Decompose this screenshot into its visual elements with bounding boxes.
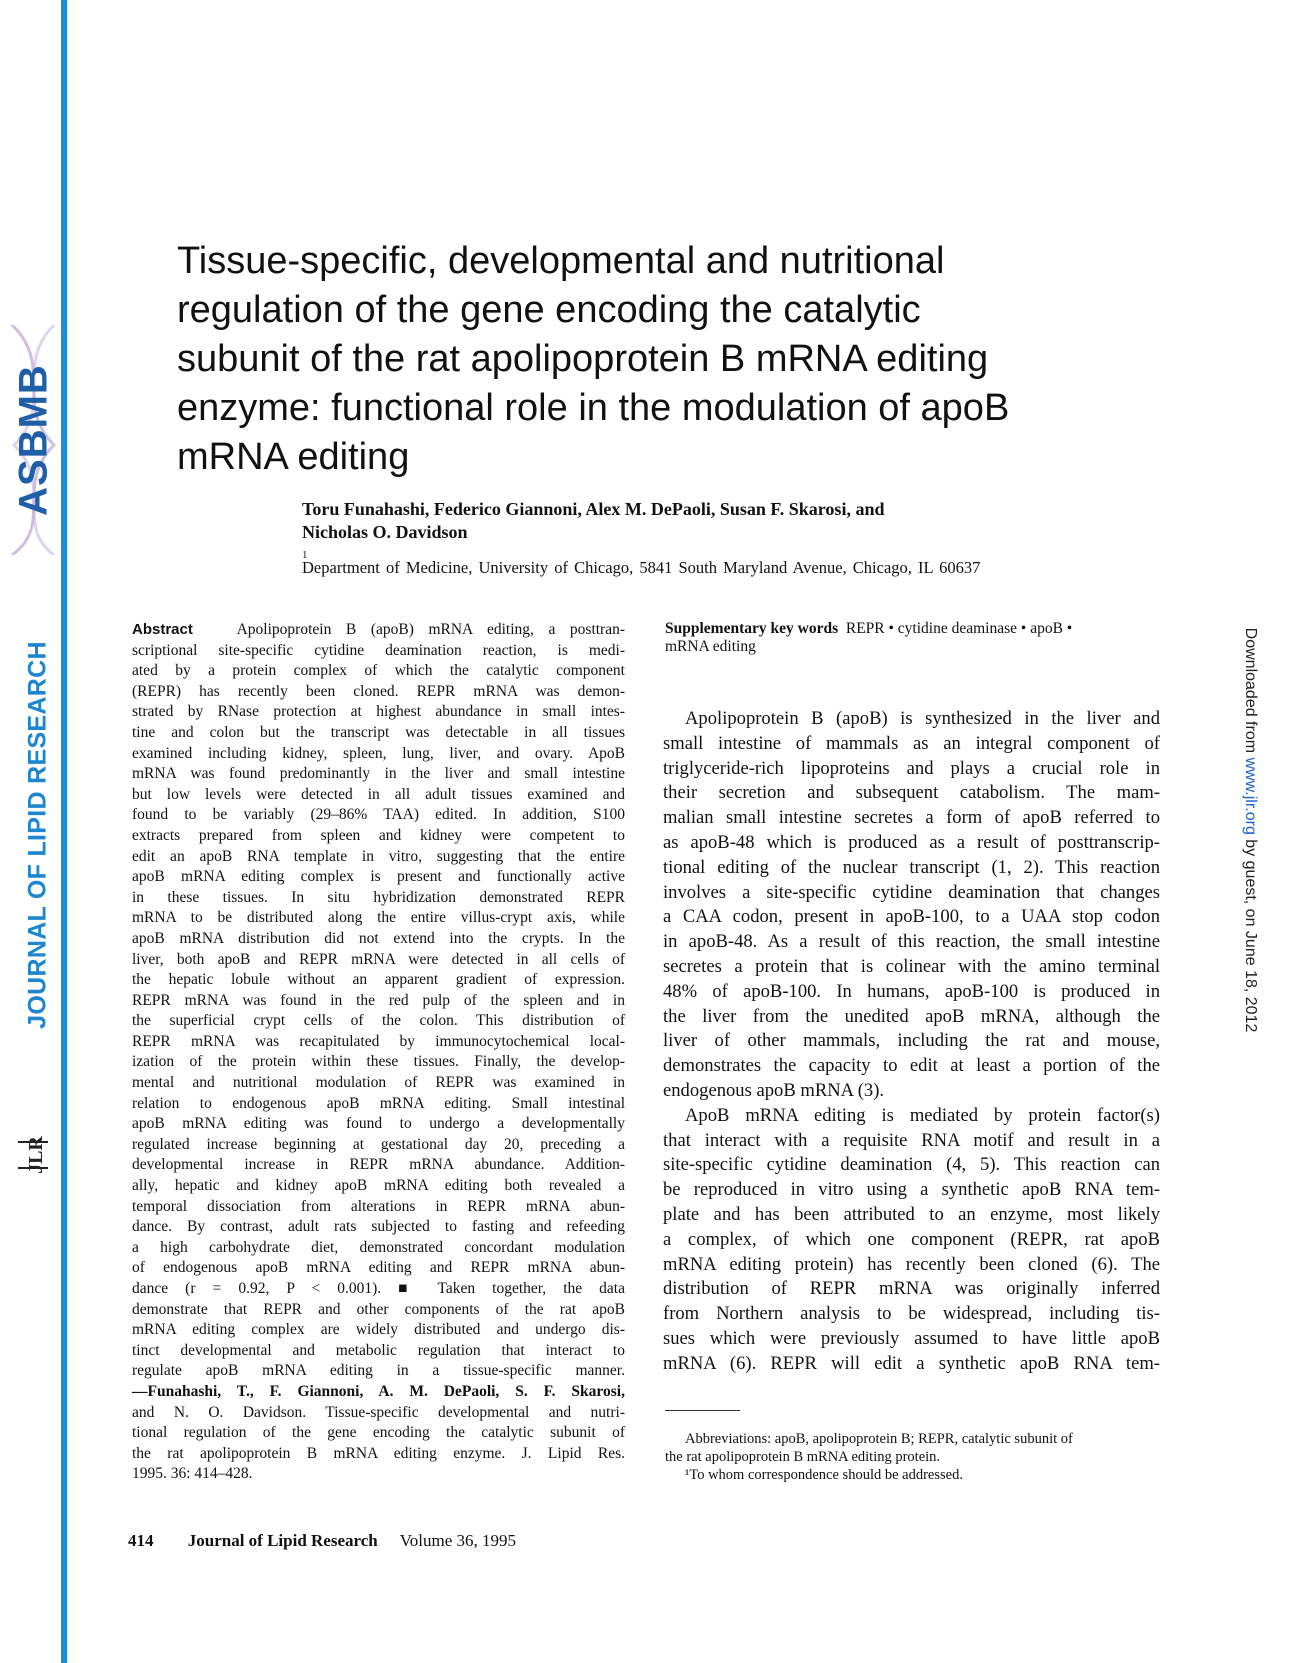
jlr-website-link[interactable]: www.jlr.org [1242, 757, 1259, 835]
abstract-line: ally, hepatic and kidney apoB mRNA editing both revealed a [132, 1177, 625, 1195]
intro-line: from Northern analysis to be widespread, including tis- [663, 1303, 1160, 1325]
abstract-line: temporal dissociation from alterations in REPR mRNA abun- [132, 1197, 625, 1215]
intro-line: secretes a protein that is colinear with the amino terminal [663, 955, 1160, 977]
intro-line: Apolipoprotein B (apoB) is synthesized in the liver and [685, 708, 1160, 729]
supplementary-keywords [665, 620, 1160, 656]
abstract-line: the rat apolipoprotein B mRNA editing enzyme. J. Lipid Res. [132, 1444, 625, 1462]
footnote-marker: 1 [302, 549, 308, 561]
sidebar-blue-rule [61, 0, 67, 1663]
intro-line: that interact with a requisite RNA motif and result in a [663, 1129, 1160, 1151]
abstract-line: extracts prepared from spleen and kidney were competent to [132, 826, 625, 844]
abstract-line: of endogenous apoB mRNA editing and REPR mRNA abun- [132, 1259, 625, 1277]
abstract-line: apoB mRNA distribution did not extend into the crypts. In the [132, 929, 625, 947]
intro-line: be reproduced in vitro using a synthetic apoB RNA tem- [663, 1179, 1160, 1201]
download-prefix: Downloaded from [1242, 627, 1259, 758]
abstract-line: ization of the protein within these tissues. Finally, the develop- [132, 1053, 625, 1071]
page-footer [128, 1531, 516, 1551]
volume-info: Volume 36, 1995 [399, 1531, 517, 1550]
abstract-line: Abstract Apolipoprotein B (apoB) mRNA editing, a posttran- [132, 621, 626, 638]
asbmb-logo [4, 325, 62, 555]
abstract-line: in these tissues. In situ hybridization demonstrated REPR [132, 888, 625, 906]
title-line: regulation of the gene encoding the catalytic [177, 289, 921, 332]
title-line: mRNA editing [177, 436, 410, 479]
abstract-line: apoB mRNA editing was found to undergo a developmentally [132, 1115, 625, 1133]
article-title [177, 237, 1137, 482]
intro-line: involves a site-specific cytidine deamination that changes [663, 881, 1160, 903]
intro-line: mRNA editing protein) has recently been cloned (6). The [663, 1253, 1160, 1275]
footnote-divider [665, 1410, 740, 1411]
intro-line: site-specific cytidine deamination (4, 5). This reaction can [663, 1154, 1160, 1176]
title-line: enzyme: functional role in the modulation of apoB [177, 387, 1010, 430]
introduction-text [663, 707, 1160, 1377]
abstract-line: the hepatic lobule without an apparent gradient of expression. [132, 971, 625, 989]
footnote-abbreviations-cont: the rat apolipoprotein B mRNA editing protein. [665, 1449, 941, 1465]
intro-line: tional editing of the nuclear transcript (1, 2). This reaction [663, 856, 1160, 878]
abstract-line: (REPR) has recently been cloned. REPR mRNA was demon- [132, 682, 625, 700]
keywords-line: REPR • cytidine deaminase • apoB • [845, 620, 1073, 637]
abstract-line: a high carbohydrate diet, demonstrated concordant modulation [132, 1238, 625, 1256]
footnote-correspondence: ¹To whom correspondence should be addressed. [685, 1467, 963, 1483]
abstract-line: ated by a protein complex of which the catalytic component [132, 662, 625, 680]
abstract-line: REPR mRNA was found in the red pulp of the spleen and in [132, 991, 625, 1009]
jlr-logo-text: JLR [25, 1136, 47, 1174]
abstract-label: Abstract [132, 621, 193, 638]
jlr-logo-icon [14, 1135, 54, 1175]
abstract-line: —Funahashi, T., F. Giannoni, A. M. DePaoli, S. F. Skarosi, [132, 1382, 625, 1400]
author-line: Toru Funahashi, Federico Giannoni, Alex M. DePaoli, Susan F. Skarosi, and [302, 499, 885, 519]
intro-line: their secretion and subsequent catabolism. The mam- [663, 782, 1160, 804]
intro-line: 48% of apoB-100. In humans, apoB-100 is produced in [663, 980, 1160, 1002]
keywords-line: mRNA editing [665, 638, 756, 655]
abstract-line: tinct developmental and metabolic regulation that interact to [132, 1341, 625, 1359]
abstract-line: demonstrate that REPR and other components of the rat apoB [132, 1300, 625, 1318]
intro-line: ApoB mRNA editing is mediated by protein factor(s) [685, 1104, 1160, 1126]
title-line: subunit of the rat apolipoprotein B mRNA editing [177, 338, 989, 381]
abstract-line: mRNA was found predominantly in the liver and small intestine [132, 765, 625, 783]
abstract-line: regulate apoB mRNA editing in a tissue-specific manner. [132, 1362, 625, 1380]
abstract-line: tional regulation of the gene encoding the catalytic subunit of [132, 1424, 625, 1442]
intro-line: small intestine of mammals as an integral component of [663, 732, 1160, 754]
footnotes [665, 1430, 1160, 1484]
abstract-line: 1995. 36: 414–428. [132, 1465, 253, 1483]
abstract [132, 620, 625, 1485]
abstract-line: developmental increase in REPR mRNA abundance. Addition- [132, 1156, 625, 1174]
abstract-line: examined including kidney, spleen, lung, liver, and ovary. ApoB [132, 744, 625, 762]
title-line: Tissue-specific, developmental and nutritional [177, 240, 945, 283]
asbmb-logo-text: ASBMB [11, 364, 56, 516]
abstract-line: the superficial crypt cells of the colon. This distribution of [132, 1012, 625, 1030]
abstract-line: regulated increase beginning at gestational day 20, preceding a [132, 1135, 625, 1153]
abstract-line: edit an apoB RNA template in vitro, suggesting that the entire [132, 847, 625, 865]
jlr-logo [14, 1135, 54, 1175]
abstract-line: dance (r = 0.92, P < 0.001). ■ Taken together, the data [132, 1280, 625, 1297]
intro-line: mRNA (6). REPR will edit a synthetic apoB RNA tem- [663, 1352, 1160, 1374]
abstract-line: found to be variably (29–86% TAA) edited. In addition, S100 [132, 806, 625, 824]
intro-line: plate and has been attributed to an enzyme, most likely [663, 1203, 1160, 1225]
abstract-line: dance. By contrast, adult rats subjected to fasting and refeeding [132, 1218, 625, 1236]
intro-line: demonstrates the capacity to edit at least a portion of the [663, 1055, 1160, 1077]
abstract-line: but low levels were detected in all adult tissues examined and [132, 785, 625, 803]
intro-line: liver of other mammals, including the rat and mouse, [663, 1030, 1160, 1052]
download-suffix: by guest, on June 18, 2012 [1242, 834, 1259, 1033]
intro-line: a CAA codon, present in apoB-100, to a UAA stop codon [663, 906, 1160, 928]
journal-name: Journal of Lipid Research [187, 1531, 378, 1550]
intro-line: the liver from the unedited apoB mRNA, although the [663, 1005, 1160, 1027]
abstract-line: apoB mRNA editing complex is present and functionally active [132, 868, 625, 886]
abstract-line: and N. O. Davidson. Tissue-specific developmental and nutri- [132, 1403, 625, 1421]
abstract-line: mental and nutritional modulation of REPR was examined in [132, 1074, 625, 1092]
abstract-line: REPR mRNA was recapitulated by immunocytochemical local- [132, 1032, 625, 1050]
intro-line: distribution of REPR mRNA was originally inferred [663, 1278, 1160, 1300]
keywords-label: Supplementary key words [665, 620, 839, 637]
journal-name-vertical: JOURNAL OF LIPID RESEARCH [23, 641, 52, 1029]
affiliation: Department of Medicine, University of Chicago, 5841 South Maryland Avenue, Chicago, IL 60637 [302, 558, 981, 577]
intro-line: malian small intestine secretes a form of apoB referred to [663, 807, 1160, 829]
abstract-line: mRNA to be distributed along the entire villus-crypt axis, while [132, 909, 625, 927]
abstract-line: mRNA editing complex are widely distributed and undergo dis- [132, 1321, 625, 1339]
download-notice [1241, 628, 1259, 1033]
abstract-line: liver, both apoB and REPR mRNA were detected in all cells of [132, 950, 625, 968]
abstract-line: tine and colon but the transcript was detectable in all tissues [132, 723, 625, 741]
intro-line: in apoB-48. As a result of this reaction, the small intestine [663, 931, 1160, 953]
intro-line: endogenous apoB mRNA (3). [663, 1079, 885, 1101]
page-number: 414 [128, 1531, 154, 1550]
intro-line: a complex, of which one component (REPR, rat apoB [663, 1228, 1160, 1250]
intro-line: as apoB-48 which is produced as a result of posttranscrip- [663, 831, 1160, 853]
footnote-abbreviations: Abbreviations: apoB, apolipoprotein B; REPR, catalytic subunit of [685, 1431, 1073, 1447]
intro-line: sues which were previously assumed to have little apoB [663, 1327, 1160, 1349]
abstract-line: strated by RNase protection at highest abundance in small intes- [132, 703, 625, 721]
abstract-line: relation to endogenous apoB mRNA editing. Small intestinal [132, 1094, 625, 1112]
intro-line: triglyceride-rich lipoproteins and plays a crucial role in [663, 757, 1160, 779]
abstract-line: scriptional site-specific cytidine deamination reaction, is medi- [132, 641, 625, 659]
author-name: Nicholas O. Davidson [302, 522, 468, 542]
